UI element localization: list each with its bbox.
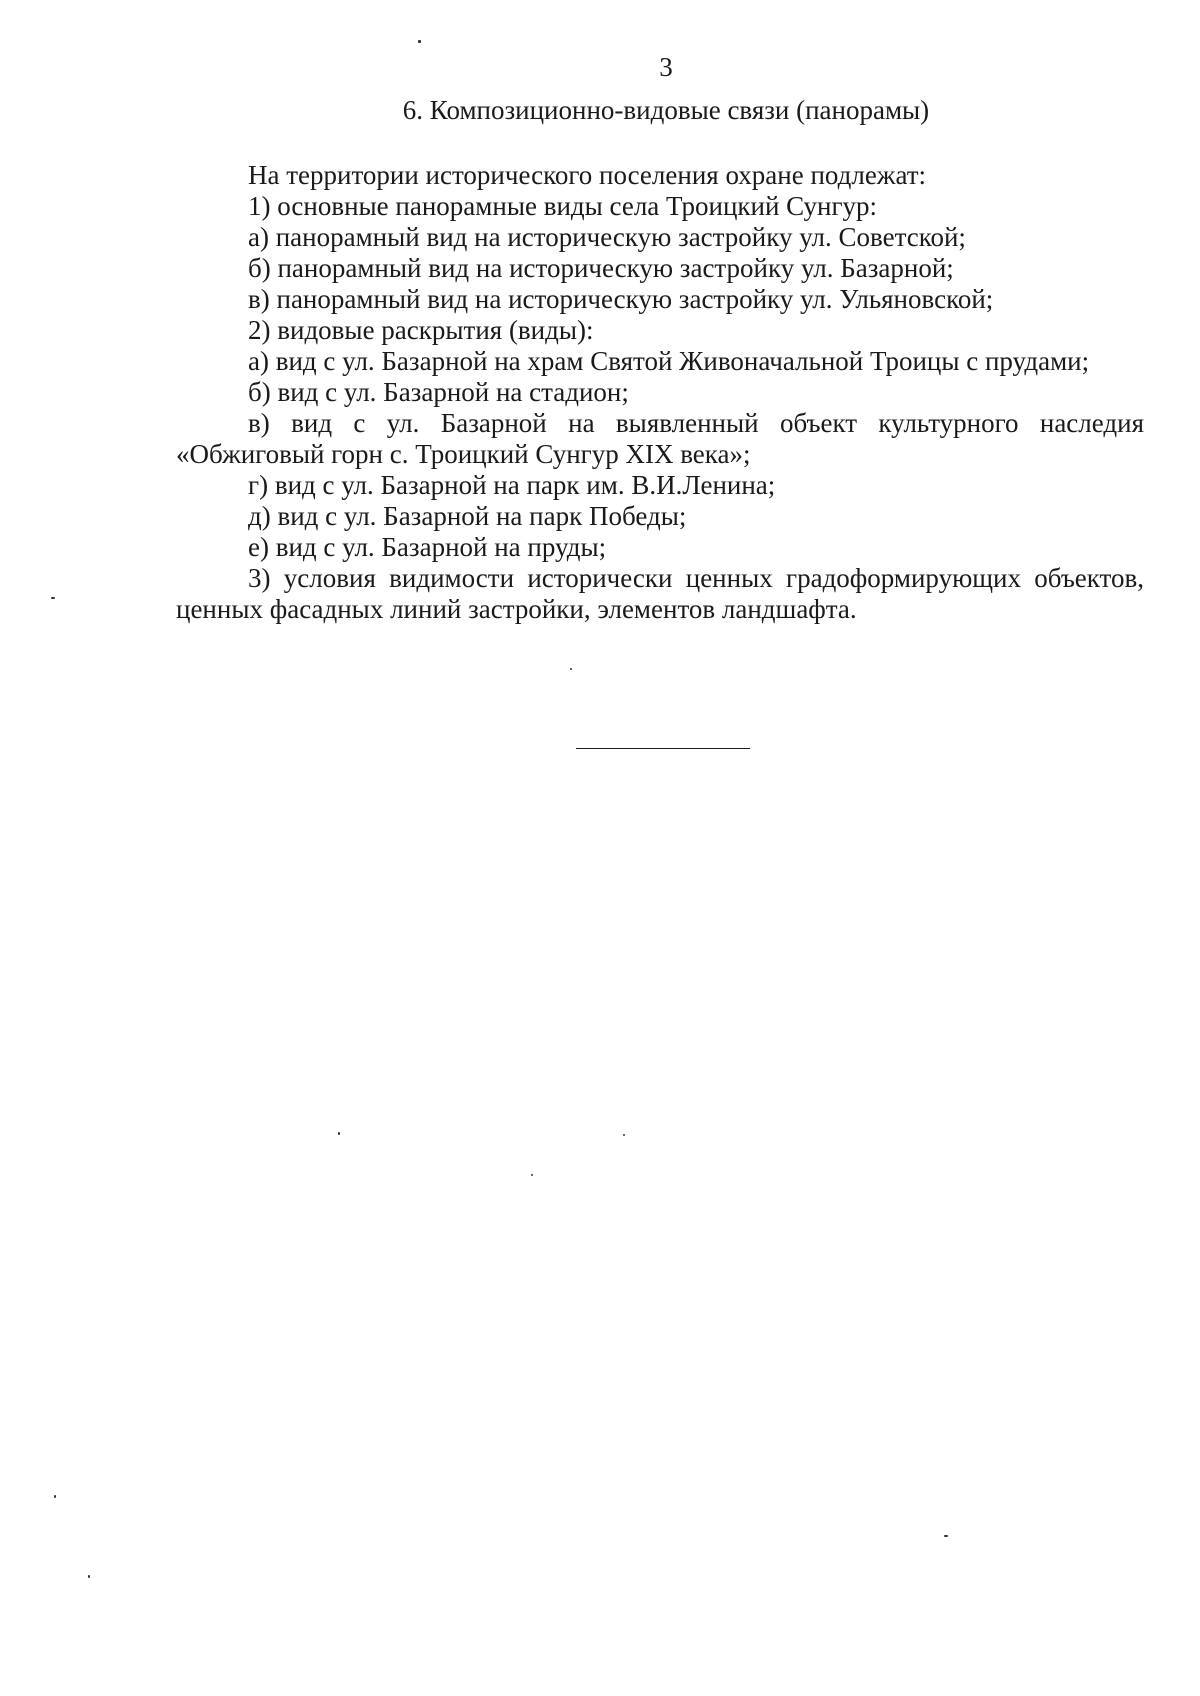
scan-speck <box>570 668 572 670</box>
paragraph-item-3: 3) условия видимости исторически ценных градоформирующих объектов, ценных фасадных линий застройки, элементов ландшафта. <box>176 563 1144 624</box>
paragraph-item-1: 1) основные панорамные виды села Троицкий Сунгур: <box>248 191 878 221</box>
scan-speck <box>623 1134 625 1136</box>
scan-speck <box>531 1174 533 1176</box>
paragraph-item-2: 2) видовые раскрытия (виды): <box>248 315 594 345</box>
paragraph-item-2e: е) вид с ул. Базарной на пруды; <box>248 532 607 562</box>
paragraph-item-1b: б) панорамный вид на историческую застройку ул. Базарной; <box>248 253 954 283</box>
scan-speck <box>338 1132 340 1135</box>
paragraph-item-1v: в) панорамный вид на историческую застройку ул. Ульяновской; <box>248 284 994 314</box>
scan-speck <box>418 40 421 43</box>
scan-speck <box>88 1575 90 1578</box>
scan-speck <box>944 1535 948 1537</box>
page-number: 3 <box>659 52 673 82</box>
paragraph-item-2v: в) вид с ул. Базарной на выявленный объект культурного наследия «Обжиговый горн с. Троицкий Сунгур XIX века»; <box>176 408 1144 469</box>
scan-speck <box>51 597 55 599</box>
paragraph-item-2a: а) вид с ул. Базарной на храм Святой Живоначальной Троицы с прудами; <box>248 346 1090 376</box>
end-divider <box>576 748 750 749</box>
paragraph-intro: На территории исторического поселения охране подлежат: <box>248 160 927 190</box>
scan-speck <box>54 1495 56 1498</box>
document-body <box>176 160 1144 625</box>
paragraph-item-2b: б) вид с ул. Базарной на стадион; <box>248 377 629 407</box>
paragraph-item-1a: а) панорамный вид на историческую застройку ул. Советской; <box>248 222 966 252</box>
paragraph-item-2g: г) вид с ул. Базарной на парк им. В.И.Ленина; <box>248 470 776 500</box>
paragraph-item-2d: д) вид с ул. Базарной на парк Победы; <box>248 501 687 531</box>
section-title: 6. Композиционно-видовые связи (панорамы) <box>402 95 930 125</box>
